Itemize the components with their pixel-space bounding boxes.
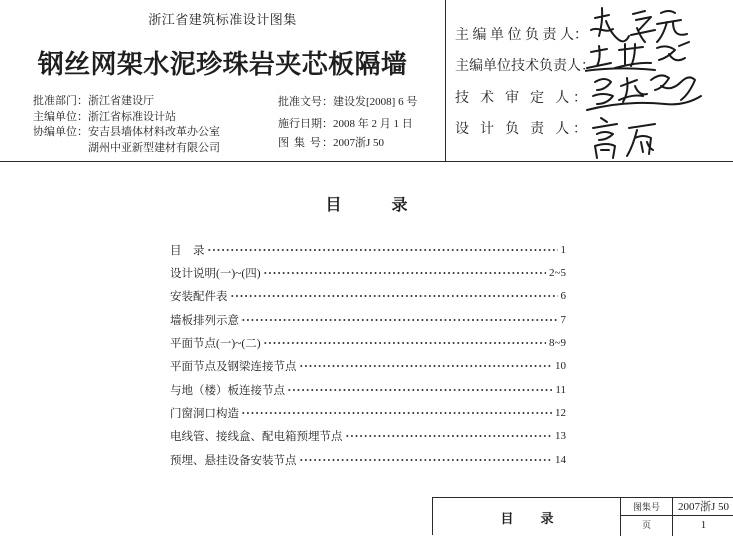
toc-entry-title: 安装配件表 bbox=[170, 291, 228, 304]
toc-entry[interactable] bbox=[170, 261, 566, 284]
chief-editor-unit-row bbox=[33, 110, 220, 126]
toc-entry-title: 设计说明(一)~(四) bbox=[170, 268, 261, 281]
approval-number-row bbox=[278, 95, 417, 109]
signature-role-technical-reviewer bbox=[455, 90, 587, 108]
toc-entry-title: 电线管、接线盒、配电箱预埋节点 bbox=[170, 431, 343, 444]
toc-entry[interactable] bbox=[170, 285, 566, 308]
row-value: 安吉县墙体材料改革办公室 bbox=[88, 126, 220, 139]
toc-entry-title: 预埋、悬挂设备安装节点 bbox=[170, 454, 297, 467]
row-value: 建设发[2008] 6 号 bbox=[333, 96, 418, 108]
row-value: 湖州中亚新型建材有限公司 bbox=[88, 141, 220, 154]
row-label: 协编单位： bbox=[33, 126, 88, 139]
row-value: 2008 年 2 月 1 日 bbox=[333, 118, 413, 130]
dot-leader bbox=[230, 294, 558, 298]
toc-entry[interactable] bbox=[170, 401, 566, 424]
role-label: 技 术 审 定 人： bbox=[455, 91, 587, 106]
signature-3 bbox=[587, 75, 701, 110]
atlas-number-label: 图集号 bbox=[632, 502, 660, 512]
toc-entry-title: 墙板排列示意 bbox=[170, 314, 239, 327]
dot-leader bbox=[345, 434, 553, 438]
title-block-divider bbox=[620, 515, 733, 516]
row-label: 批准文号： bbox=[278, 96, 333, 108]
row-label: 施行日期： bbox=[278, 118, 333, 130]
row-value: 浙江省标准设计站 bbox=[88, 110, 176, 123]
row-label: 批准部门： bbox=[33, 95, 88, 107]
page-number: 1 bbox=[700, 519, 707, 531]
atlas-title: 钢丝网架水泥珍珠岩夹芯板隔墙 bbox=[37, 50, 408, 79]
dot-leader bbox=[263, 341, 547, 345]
toc-entry[interactable] bbox=[170, 378, 566, 401]
toc-entry-title: 平面节点及钢梁连接节点 bbox=[170, 361, 297, 374]
row-label: 主编单位： bbox=[33, 110, 88, 123]
signature-2 bbox=[585, 42, 689, 72]
toc-entry-title: 平面节点(一)~(二) bbox=[170, 338, 261, 351]
toc-entry-page: 10 bbox=[555, 360, 566, 373]
toc-entry[interactable] bbox=[170, 355, 566, 378]
toc-list bbox=[170, 238, 566, 471]
row-value: 浙江省建设厅 bbox=[88, 95, 154, 107]
toc-entry-title: 门窗洞口构造 bbox=[170, 408, 239, 421]
toc-entry-page: 13 bbox=[555, 430, 566, 443]
toc-entry-page: 6 bbox=[560, 290, 566, 303]
toc-entry-title: 与地（楼）板连接节点 bbox=[170, 384, 285, 397]
toc-entry[interactable] bbox=[170, 425, 566, 448]
handwritten-signatures bbox=[585, 0, 715, 160]
role-label: 设 计 负 责 人： bbox=[455, 122, 587, 137]
toc-entry[interactable] bbox=[170, 448, 566, 471]
signature-role-design-head bbox=[455, 121, 587, 139]
signature-1 bbox=[591, 8, 687, 42]
toc-entry-page: 11 bbox=[555, 383, 566, 396]
title-block bbox=[432, 497, 733, 535]
toc-entry[interactable] bbox=[170, 238, 566, 261]
co-editor-unit-row bbox=[33, 125, 220, 141]
toc-entry[interactable] bbox=[170, 331, 566, 354]
role-label: 主编单位技术负责人： bbox=[455, 59, 595, 74]
signature-role-chief-unit-head bbox=[455, 27, 587, 45]
dot-leader bbox=[207, 248, 558, 252]
dot-leader bbox=[263, 271, 547, 275]
dot-leader bbox=[241, 411, 552, 415]
atlas-number-row bbox=[278, 136, 384, 150]
dot-leader bbox=[299, 364, 553, 368]
toc-entry[interactable] bbox=[170, 308, 566, 331]
signature-4 bbox=[593, 118, 655, 158]
header-divider-rule bbox=[445, 0, 446, 162]
compiling-units bbox=[33, 94, 220, 156]
toc-entry-page: 7 bbox=[560, 313, 566, 326]
toc-entry-page: 12 bbox=[555, 407, 566, 420]
header-bottom-rule bbox=[0, 161, 733, 162]
signature-role-technical-head bbox=[455, 58, 595, 76]
toc-entry-page: 1 bbox=[560, 243, 566, 256]
page-label: 页 bbox=[641, 520, 651, 530]
dot-leader bbox=[241, 318, 558, 322]
toc-entry-page: 14 bbox=[555, 453, 566, 466]
toc-entry-page: 2~5 bbox=[549, 267, 566, 280]
row-value: 2007浙J 50 bbox=[333, 137, 385, 149]
approval-department-row bbox=[33, 94, 220, 110]
row-label: 图 集 号： bbox=[278, 137, 333, 149]
title-block-name: 目 录 bbox=[500, 511, 561, 526]
toc-heading: 目 录 bbox=[325, 197, 425, 214]
toc-entry-page: 8~9 bbox=[549, 337, 566, 350]
role-label: 主 编 单 位 负 责 人： bbox=[455, 28, 588, 43]
dot-leader bbox=[287, 388, 552, 392]
toc-entry-title: 目 录 bbox=[170, 244, 205, 257]
dot-leader bbox=[299, 458, 553, 462]
atlas-number-value: 2007浙J 50 bbox=[677, 501, 730, 513]
co-editor-unit-row-2 bbox=[33, 141, 220, 157]
effective-date-row bbox=[278, 117, 413, 131]
atlas-series-title: 浙江省建筑标准设计图集 bbox=[148, 12, 297, 27]
